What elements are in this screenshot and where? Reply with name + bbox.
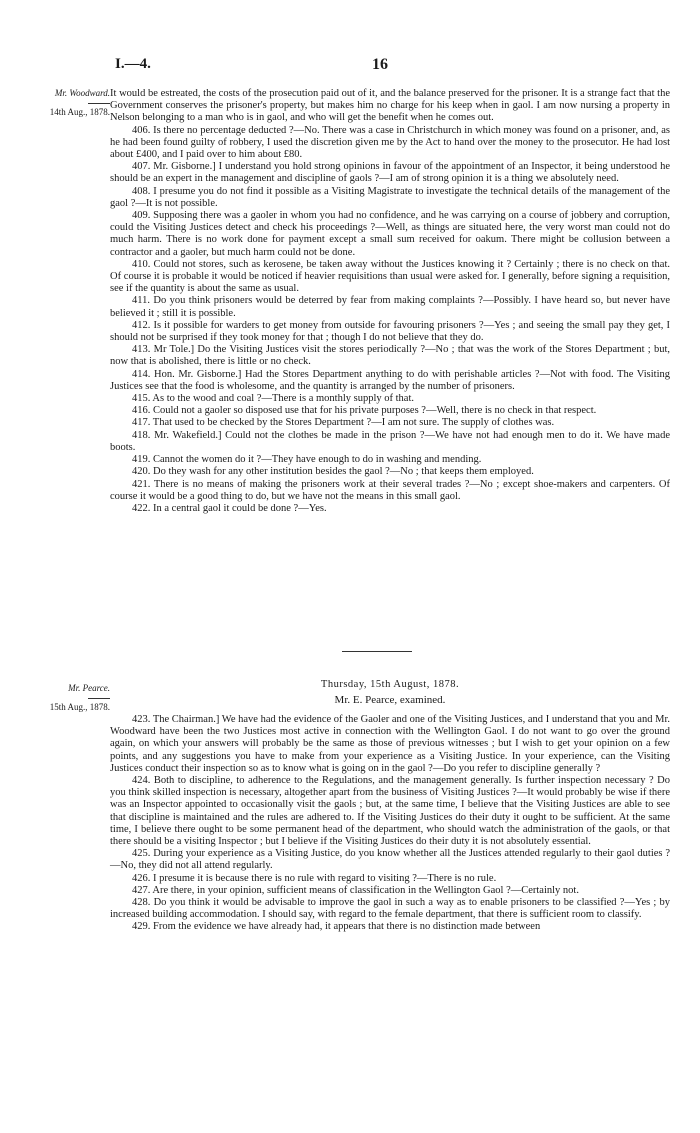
margin-note-name: Mr. Woodward. <box>54 88 110 98</box>
paragraph: 415. As to the wood and coal ?—There is a monthly supply of that. <box>132 393 414 405</box>
paragraph: 412. Is it possible for warders to get money from outside for favouring prisoners ?—Yes ; and seeing the small pay they get, I should not be surprised if they took money for that ; though I do not believe that they do. <box>110 319 670 344</box>
paragraph: 429. From the evidence we have already had, it appears that there is no distinction made between <box>132 921 541 933</box>
margin-rule <box>88 103 110 104</box>
paragraph: 414. Hon. Mr. Gisborne.] Had the Stores Department anything to do with perishable articles ?—Not with food. The Visiting Justices see that the food is wholesome, and the quantity is arranged by the number of prisoners. <box>110 368 670 392</box>
margin-note-date: 14th Aug., 1878. <box>49 106 110 117</box>
paragraph: 413. Mr Tole.] Do the Visiting Justices visit the stores periodically ?—No ; that was the work of the Stores Department ; but, now that is abolished, there is little or no check. <box>110 344 670 368</box>
paragraph: 407. Mr. Gisborne.] I understand you hold strong opinions in favour of the appointment of an Inspector, it being understood he should be an expert in the management and discipline of gaols ?—I am of strong opinion it is a thing we absolutely need. <box>110 161 670 185</box>
margin-note-woodward <box>14 88 110 118</box>
paragraph: 419. Cannot the women do it ?—They have enough to do in washing and mending. <box>132 454 482 466</box>
paragraph: 420. Do they wash for any other institution besides the gaol ?—No ; that keeps them employed. <box>132 466 534 478</box>
evidence-part-2 <box>110 714 670 934</box>
paragraph: 423. The Chairman.] We have had the evidence of the Gaoler and one of the Visiting Justices, and I understand that you and Mr. Woodward have been the two Justices most active in connection with the Wellington Gaol. I do not want to go over the ground again, on which your answers will probably be the same as those of previous witnesses ; but I wish to get your opinion on a few points, and any suggestions you have to make from your experience as a Visiting Justice. In your experience, can the Visiting Justices conduct their inspection so as to know what is going on in the gaol ?—Do you refer to discipline generally ? <box>110 714 670 774</box>
paragraph: 424. Both to discipline, to adherence to the Regulations, and the management generally. Is further inspection necessary ? Do you think skilled inspection is necessary, altogether apart from the business of Visiting Justices ?—It would probably be wise if there was an Inspector appointed to occasionally visit the gaols ; but, at the same time, I believe that the Visiting Justices are able to see that discipline is maintained and the rules are adhered to. If the Visiting Justices do their duty it ought to be sufficient. At the same time, I believe there ought to be some permanent head of the department, who should watch the administration of the gaols, or that there should be a visiting Inspector ; but I believe if the Visiting Justices do their duty it is not absolutely essential. <box>110 775 670 848</box>
section-divider <box>342 651 412 652</box>
margin-note-date: 15th Aug., 1878. <box>49 701 110 712</box>
witness-heading: Mr. E. Pearce, examined. <box>334 694 446 706</box>
paragraph: 428. Do you think it would be advisable to improve the gaol in such a way as to enable prisoners to be classified ?—Yes ; by increased building accommodation. I should say, with regard to the female department, that there is sufficient room to classify. <box>110 897 670 921</box>
paragraph: 417. That used to be checked by the Stores Department ?—I am not sure. The supply of clothes was. <box>132 417 555 429</box>
paragraph: It would be estreated, the costs of the prosecution paid out of it, and the balance preserved for the prisoner. It is a strange fact that the Government conserves the prisoner's property, but makes him no charge for his keep when in gaol. I am now nursing a property in Nelson belonging to a man who is in gaol, and who will get the benefit when he comes out. <box>110 88 670 124</box>
paragraph: 418. Mr. Wakefield.] Could not the clothes be made in the prison ?—We have not had enough men to do it. We have made boots. <box>110 429 670 453</box>
page-number: 16 <box>372 56 388 73</box>
paragraph: 421. There is no means of making the prisoners work at their several trades ?—No ; except shoe-makers and carpenters. Of course it would be a good thing to do, but we have not the means in this small gaol. <box>110 478 670 502</box>
day-heading: Thursday, 15th August, 1878. <box>320 679 460 690</box>
margin-rule <box>88 698 110 699</box>
margin-note-pearce <box>14 683 110 713</box>
evidence-part-1 <box>110 88 670 515</box>
section-reference: I.—4. <box>115 56 151 72</box>
page-header <box>0 56 700 76</box>
margin-note-name: Mr. Pearce. <box>68 683 110 693</box>
paragraph: 410. Could not stores, such as kerosene, be taken away without the Justices knowing it ? Certainly ; there is no check on that. Of course it is probable it would be noticed if heavier requisitions than usual were asked for. I generally, before signing a requisition, see if the quantity is about the same as usual. <box>110 258 670 295</box>
paragraph: 422. In a central gaol it could be done ?—Yes. <box>132 502 327 514</box>
paragraph: 409. Supposing there was a gaoler in whom you had no confidence, and he was carrying on a course of jobbery and corruption, could the Visiting Justices detect and check his proceedings ?—Well, as things are situated here, the very worst man could not do much harm. There is no work done for payment except a small sum received for oakum. There might be collusion between a contractor and a gaoler, but much harm could not be done. <box>110 210 670 258</box>
paragraph: 416. Could not a gaoler so disposed use that for his private purposes ?—Well, there is no check in that respect. <box>132 405 597 417</box>
paragraph: 425. During your experience as a Visiting Justice, do you know whether all the Justices attended regularly to their gaol duties ?—No, they did not all attend regularly. <box>110 848 670 872</box>
paragraph: 427. Are there, in your opinion, sufficient means of classification in the Wellington Gaol ?—Certainly not. <box>132 884 579 896</box>
paragraph: 406. Is there no percentage deducted ?—No. There was a case in Christchurch in which money was found on a prisoner, and, as he had been found guilty of robbery, I used the discretion given me by the Act to hand over the money to the prosecutor. He had lost about £400, and I paid over to him about £80. <box>110 124 670 161</box>
paragraph: 411. Do you think prisoners would be deterred by fear from making complaints ?—Possibly. I have heard so, but never have believed it ; still it is possible. <box>110 295 670 319</box>
paragraph: 408. I presume you do not find it possible as a Visiting Magistrate to investigate the technical details of the management of the gaol ?—It is not possible. <box>110 185 670 209</box>
paragraph: 426. I presume it is because there is no rule with regard to visiting ?—There is no rule. <box>132 872 497 884</box>
